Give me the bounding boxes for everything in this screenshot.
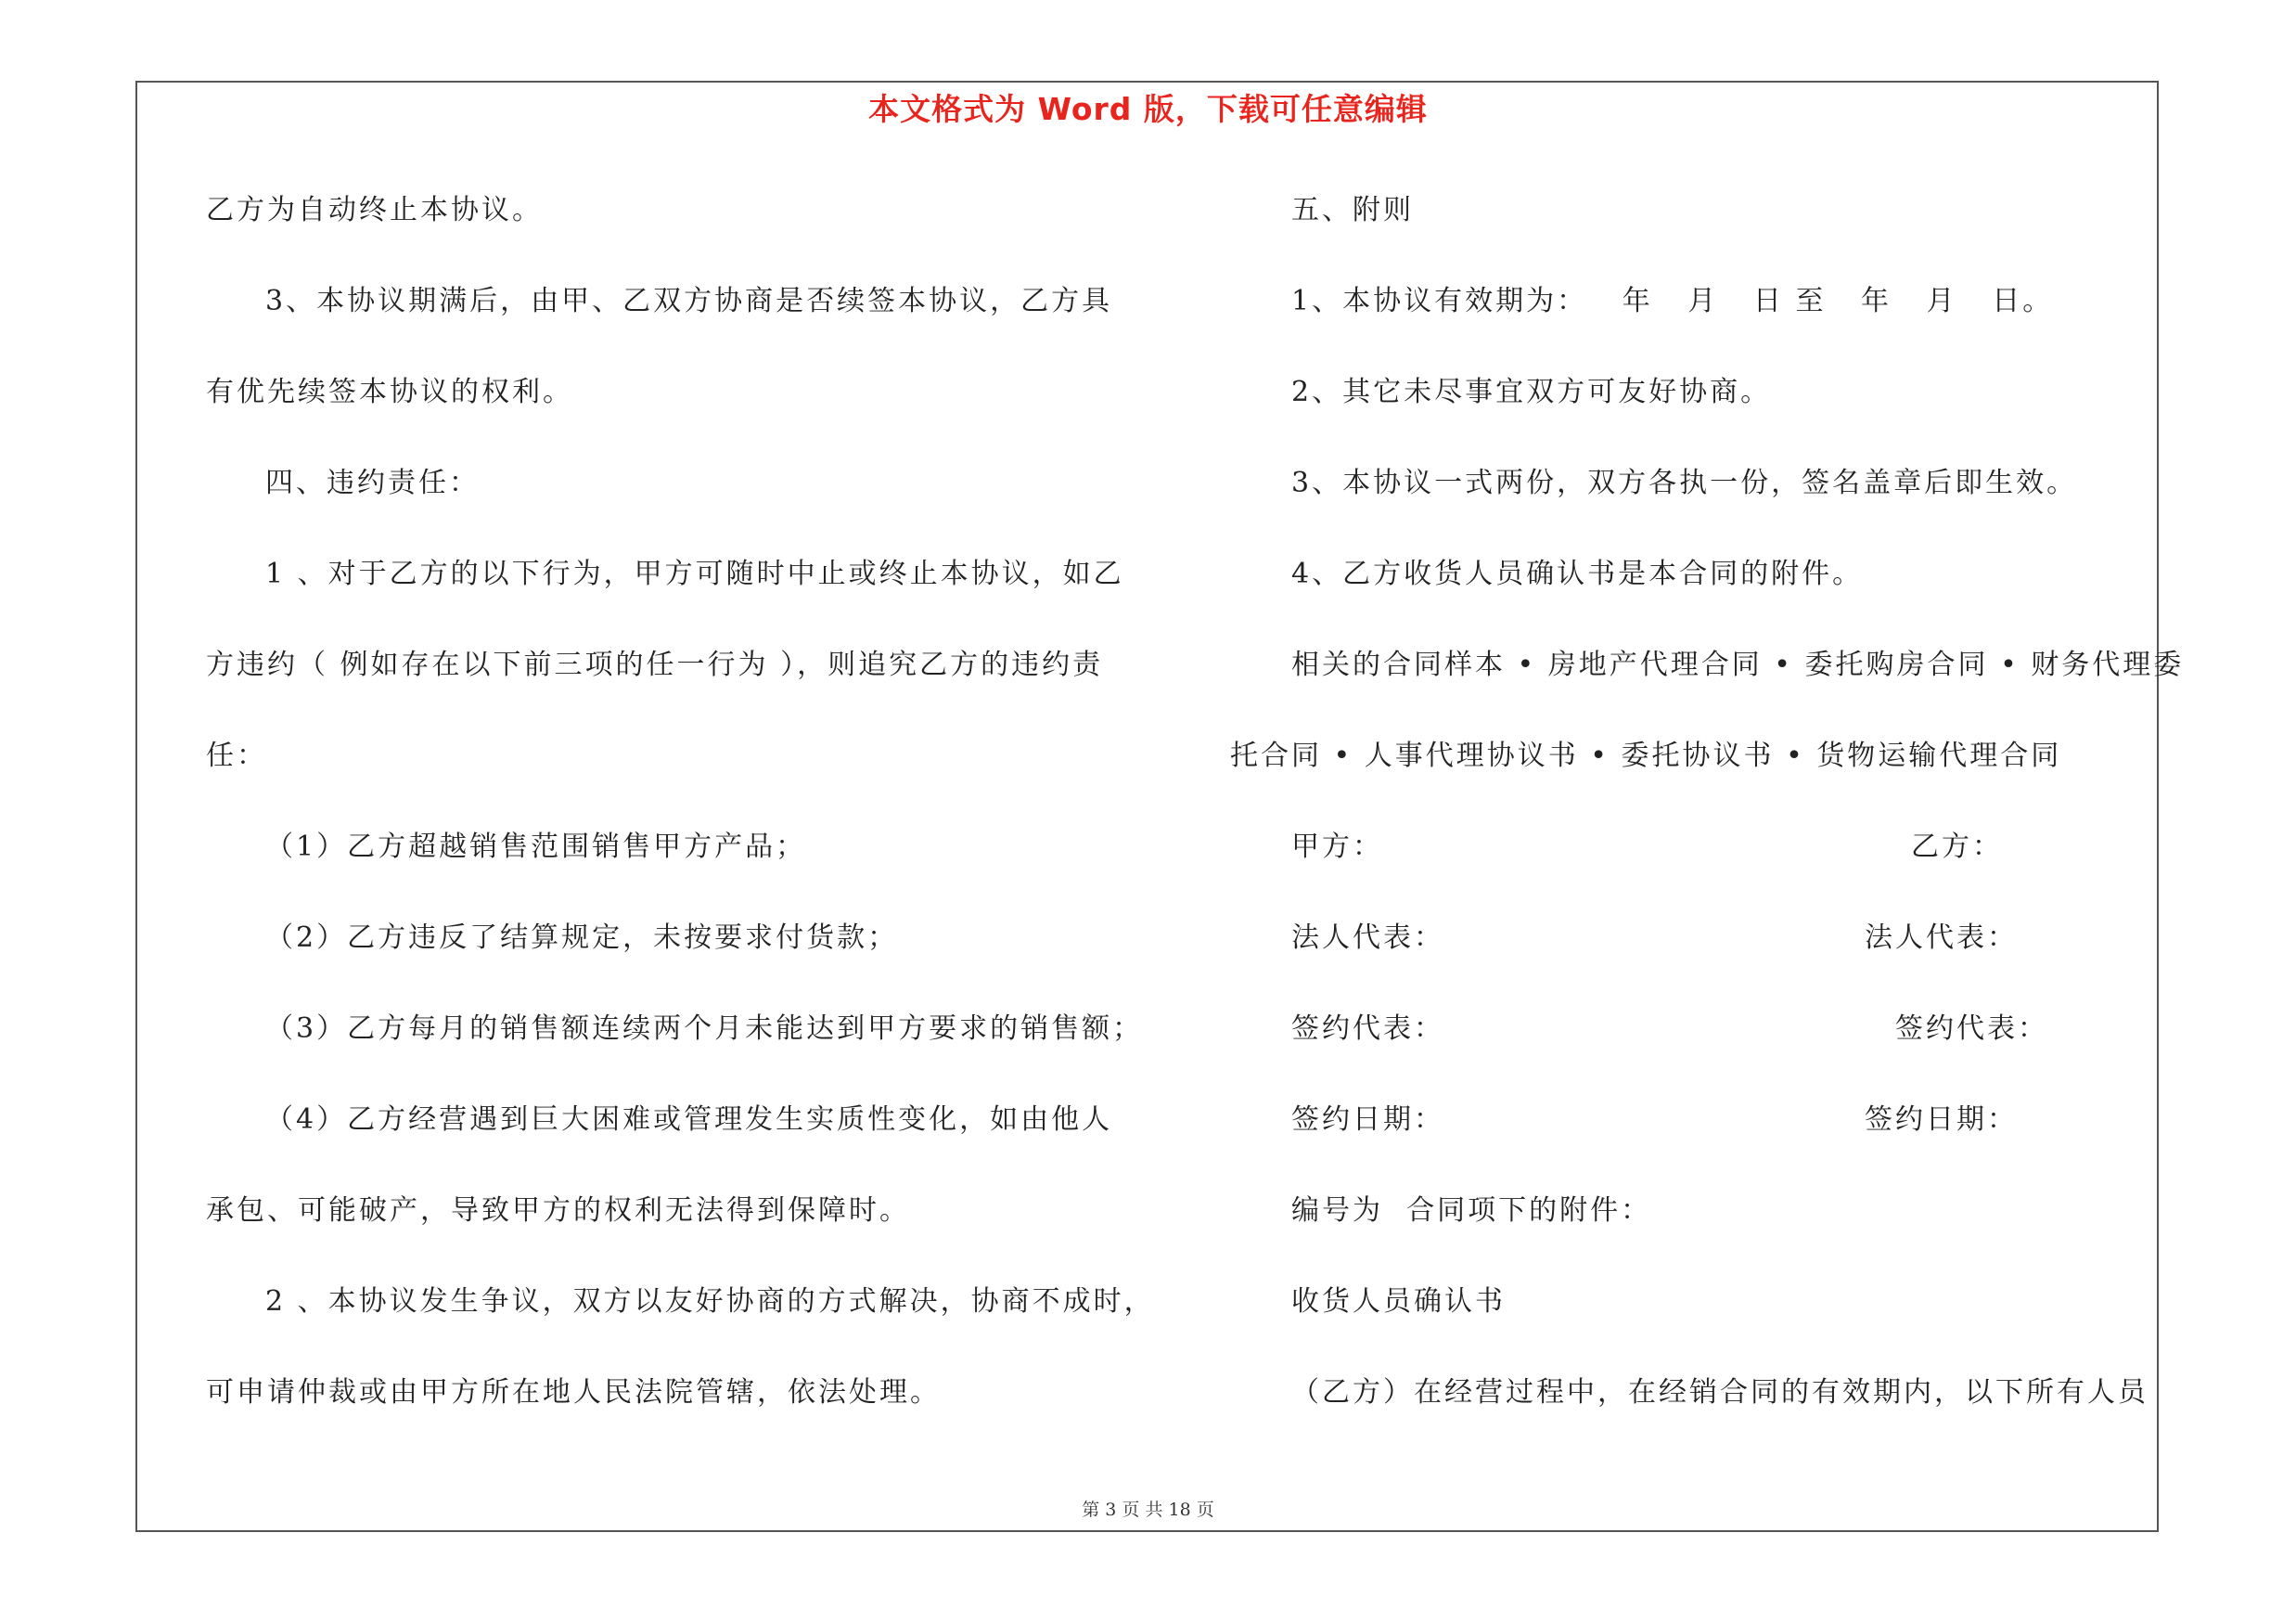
- party-b-label: 乙方：: [1911, 831, 2003, 863]
- related-contracts-line: 托合同 • 人事代理协议书 • 委托协议书 • 货物运输代理合同: [1230, 740, 2062, 772]
- legal-rep-b-label: 法人代表：: [1865, 921, 2018, 954]
- right-paragraph-line: 3、本协议一式两份，双方各执一份，签名盖章后即生效。: [1291, 467, 2078, 499]
- left-paragraph-line: 3、本协议期满后，由甲、乙双方协商是否续签本协议，乙方具: [265, 285, 1113, 317]
- legal-rep-a-label: 法人代表：: [1291, 921, 1444, 954]
- signing-rep-b-label: 签约代表：: [1895, 1012, 2048, 1045]
- left-list-item: （2）乙方违反了结算规定，未按要求付货款；: [265, 921, 899, 954]
- signing-rep-a-label: 签约代表：: [1291, 1012, 1444, 1045]
- signing-date-b-label: 签约日期：: [1865, 1103, 2018, 1136]
- left-list-item: （3）乙方每月的销售额连续两个月未能达到甲方要求的销售额；: [265, 1012, 1144, 1045]
- right-paragraph-line: （乙方）在经营过程中，在经销合同的有效期内，以下所有人员: [1291, 1376, 2148, 1409]
- appendix-title: 收货人员确认书: [1291, 1285, 1506, 1318]
- party-a-label: 甲方：: [1291, 831, 1383, 863]
- right-paragraph-line: 4、乙方收货人员确认书是本合同的附件。: [1291, 558, 1864, 590]
- left-paragraph-line: 承包、可能破产，导致甲方的权利无法得到保障时。: [206, 1194, 910, 1227]
- left-list-item: （1）乙方超越销售范围销售甲方产品；: [265, 831, 807, 863]
- left-paragraph-line: 有优先续签本协议的权利。: [206, 376, 573, 408]
- editable-format-banner: 本文格式为 Word 版，下载可任意编辑: [868, 91, 1428, 127]
- section-heading-supplementary: 五、附则: [1291, 194, 1414, 226]
- related-contracts-line: 相关的合同样本 • 房地产代理合同 • 委托购房合同 • 财务代理委: [1291, 649, 2185, 681]
- left-paragraph-line: 方违约（ 例如存在以下前三项的任一行为 ），则追究乙方的违约责: [206, 649, 1104, 681]
- section-heading-breach: 四、违约责任：: [265, 467, 480, 499]
- right-paragraph-line: 2、其它未尽事宜双方可友好协商。: [1291, 376, 1772, 408]
- left-paragraph-line: 任：: [206, 740, 267, 772]
- left-list-item: （4）乙方经营遇到巨大困难或管理发生实质性变化，如由他人: [265, 1103, 1113, 1136]
- page-number-footer: 第 3 页 共 18 页: [1082, 1500, 1214, 1520]
- left-paragraph-line: 1 、对于乙方的以下行为，甲方可随时中止或终止本协议，如乙: [265, 558, 1124, 590]
- left-paragraph-line: 乙方为自动终止本协议。: [206, 194, 543, 226]
- right-paragraph-line: 1、本协议有效期为： 年 月 日 至 年 月 日。: [1291, 285, 2054, 317]
- left-paragraph-line: 2 、本协议发生争议，双方以友好协商的方式解决，协商不成时，: [265, 1285, 1155, 1318]
- appendix-number-line: 编号为 合同项下的附件：: [1291, 1194, 1652, 1227]
- left-paragraph-line: 可申请仲裁或由甲方所在地人民法院管辖，依法处理。: [206, 1376, 941, 1409]
- signing-date-a-label: 签约日期：: [1291, 1103, 1444, 1136]
